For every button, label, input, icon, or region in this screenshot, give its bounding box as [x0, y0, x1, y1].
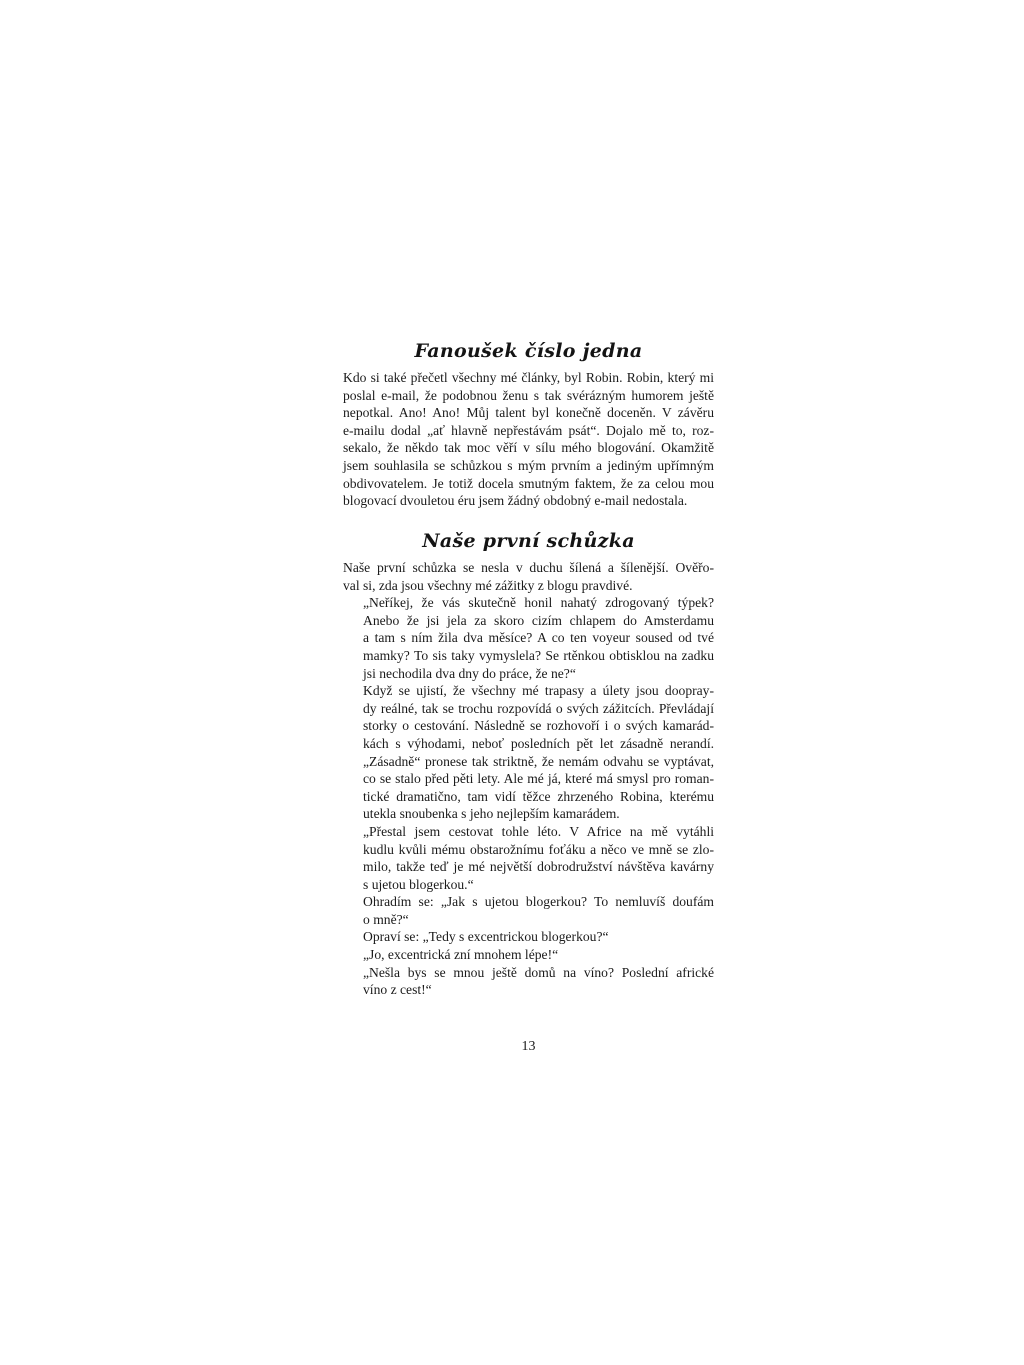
text-line: Anebo že jsi jela za skoro cizím chlapem do Amsterdamu: [363, 612, 714, 628]
text-line: obdivovatelem. Je totiž docela smutným faktem, že za celou mou: [343, 475, 714, 491]
page-number: 13: [521, 1039, 536, 1054]
text-line: Kdo si také přečetl všechny mé články, byl Robin. Robin, který mi: [343, 370, 714, 385]
text-line: dy reálné, tak se trochu rozpovídá o svých zážitcích. Převládají: [363, 700, 714, 716]
text-line: s ujetou blogerkou.“: [363, 876, 474, 892]
text-line: tické dramatično, tam vidí těžce zhrzeného Robina, kterému: [363, 788, 714, 804]
text-line: mamky? To sis taky vymyslela? Se rtěnkou obtisklou na zadku: [363, 647, 714, 663]
text-line: jsi nechodila dva dny do práce, že ne?“: [363, 665, 576, 681]
text-line: val si, zda jsou všechny mé zážitky z blogu pravdivé.: [343, 577, 633, 593]
section-title-schuzka: Naše první schůzka: [422, 530, 635, 552]
text-line: e-mailu dodal „ať hlavně nepřestávám psát“. Dojalo mě to, roz-: [343, 422, 714, 438]
paragraph: [343, 893, 714, 928]
text-line: „Přestal jsem cestovat tohle léto. V Africe na mě vytáhli: [363, 823, 714, 839]
text-line: a tam s ním žila dva měsíce? A co ten voyeur soused od tvé: [363, 630, 714, 646]
paragraph: [343, 559, 714, 594]
text-line: kách s výhodami, neboť posledních pět let zásadně nerandí.: [363, 735, 714, 751]
paragraph: [343, 682, 714, 823]
text-line: „Nešla bys se mnou ještě domů na víno? Poslední africké: [363, 964, 714, 980]
paragraph: [343, 594, 714, 682]
text-line: o mně?“: [363, 911, 409, 927]
paragraph: [343, 928, 714, 946]
paragraph: [343, 964, 714, 999]
text-line: „Neříkej, že vás skutečně honil nahatý zdrogovaný týpek?: [363, 595, 714, 611]
text-line: Opraví se: „Tedy s excentrickou blogerkou?“: [363, 929, 609, 945]
text-line: sekalo, že někdo tak moc věří v sílu mého blogování. Okamžitě: [343, 440, 714, 456]
text-line: Ohradím se: „Jak s ujetou blogerkou? To nemluvíš doufám: [363, 894, 714, 910]
text-line: „Zásadně“ pronese tak striktně, že nemám odvahu se vyptávat,: [363, 753, 714, 769]
text-line: Když se ujistí, že všechny mé trapasy a úlety jsou doopray-: [363, 683, 714, 699]
text-line: poslal e-mail, že podobnou ženu s tak svérázným humorem ještě: [343, 387, 714, 403]
text-line: „Jo, excentrická zní mnohem lépe!“: [363, 947, 559, 963]
paragraph: [343, 823, 714, 893]
text-line: storky o cestování. Následně se rozhovoří i o svých kamarád-: [363, 718, 714, 734]
section-title-fanousek: Fanoušek číslo jedna: [414, 340, 643, 362]
text-line: milo, takže teď je mé největší dobrodružství návštěva kavárny: [363, 859, 714, 875]
text-line: jsem souhlasila se schůzkou s mým prvním a jediným upřímným: [343, 457, 714, 473]
text-line: víno z cest!“: [363, 982, 432, 998]
text-line: kudlu kvůli mému obstarožnímu foťáku a něco ve mně se zlo-: [363, 841, 714, 857]
paragraph: [343, 369, 714, 510]
section-body-fanousek: [343, 369, 714, 510]
text-line: Naše první schůzka se nesla v duchu šílená a šílenější. Ověřo-: [343, 560, 714, 575]
text-line: nepotkal. Ano! Ano! Můj talent byl konečně doceněn. V závěru: [343, 405, 714, 421]
paragraph: [343, 946, 714, 964]
text-line: utekla snoubenka s jeho nejlepším kamarádem.: [363, 806, 620, 822]
text-line: blogovací dvouletou éru jsem žádný obdobný e-mail nedostala.: [343, 493, 688, 509]
section-body-schuzka: [343, 559, 714, 999]
text-line: co se stalo před pěti lety. Ale mé já, které má smysl pro roman-: [363, 771, 714, 787]
